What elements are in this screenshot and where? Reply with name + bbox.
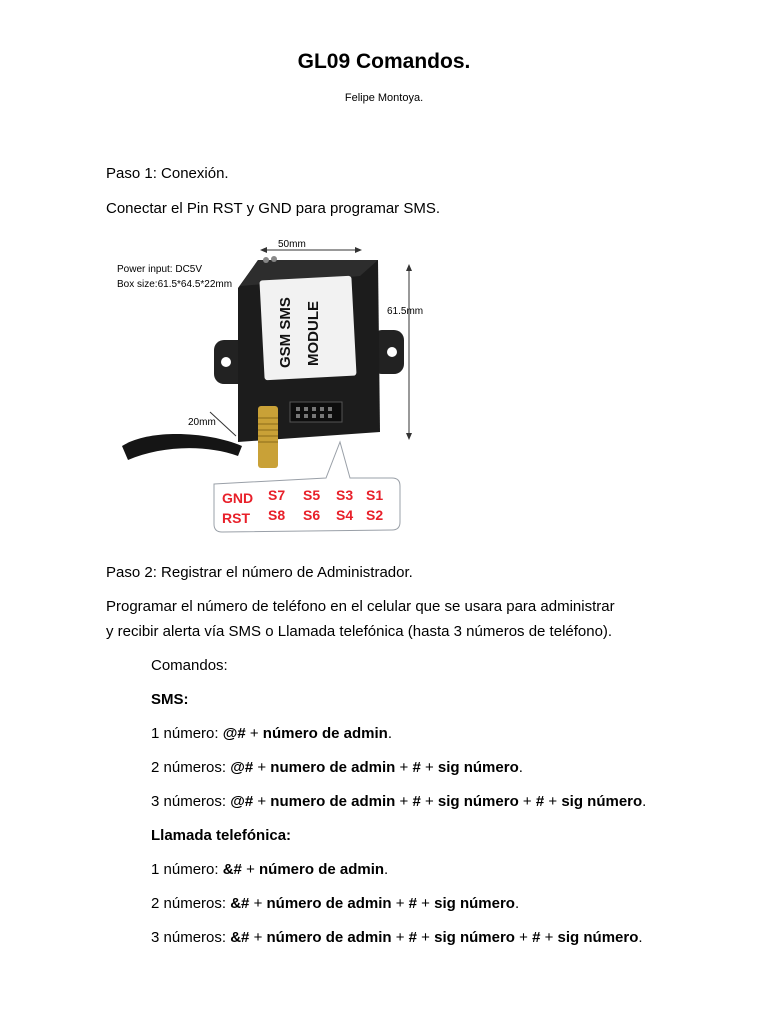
sms-command-2: 2 números: @# + numero de admin + # + sig número. — [151, 759, 523, 776]
commands-label: Comandos: — [151, 657, 228, 674]
sms-command-1: 1 número: @# + número de admin. — [151, 725, 392, 742]
sms-command-3: 3 números: @# + numero de admin + # + sig número + # + sig número. — [151, 793, 647, 810]
sma-connector — [258, 406, 278, 468]
pin-s7: S7 — [268, 487, 286, 503]
sms-heading: SMS: — [151, 691, 189, 708]
pin-s4: S4 — [336, 507, 354, 523]
module-text-line2: MODULE — [305, 301, 322, 366]
width-dimension-label: 50mm — [278, 239, 306, 250]
pin-s3: S3 — [336, 487, 354, 503]
call-command-2: 2 números: &# + número de admin + # + sig número. — [151, 895, 520, 912]
gsm-module-figure — [110, 232, 430, 542]
step1-heading: Paso 1: Conexión. — [106, 165, 229, 182]
height-dimension-label: 61.5mm — [387, 306, 424, 317]
step2-heading: Paso 2: Registrar el número de Administrador. — [106, 564, 413, 581]
pin-rst: RST — [222, 510, 250, 526]
pin-s2: S2 — [366, 507, 384, 523]
pin-s1: S1 — [366, 487, 384, 503]
call-command-3: 3 números: &# + número de admin + # + sig número + # + sig número. — [151, 929, 643, 946]
step2-text-line1: Programar el número de teléfono en el celular que se usara para administrar — [106, 598, 615, 615]
box-size-label: Box size:61.5*64.5*22mm — [117, 279, 233, 290]
document-title: GL09 Comandos. — [297, 50, 471, 73]
module-text-line1: GSM SMS — [277, 297, 294, 368]
author-name: Felipe Montoya. — [344, 92, 424, 104]
pin-s8: S8 — [268, 507, 286, 523]
step1-text: Conectar el Pin RST y GND para programar SMS. — [106, 200, 441, 217]
pin-s5: S5 — [303, 487, 321, 503]
pin-header-connector — [290, 402, 342, 422]
gsm-module-image — [110, 232, 430, 542]
antenna — [122, 434, 242, 460]
pin-s6: S6 — [303, 507, 321, 523]
call-heading: Llamada telefónica: — [151, 827, 292, 844]
power-input-label: Power input: DC5V — [117, 264, 203, 275]
antenna-dimension-label: 20mm — [188, 417, 216, 428]
step2-text-line2: y recibir alerta vía SMS o Llamada telefónica (hasta 3 números de teléfono). — [106, 623, 613, 640]
call-command-1: 1 número: &# + número de admin. — [151, 861, 389, 878]
pin-gnd: GND — [222, 490, 254, 506]
